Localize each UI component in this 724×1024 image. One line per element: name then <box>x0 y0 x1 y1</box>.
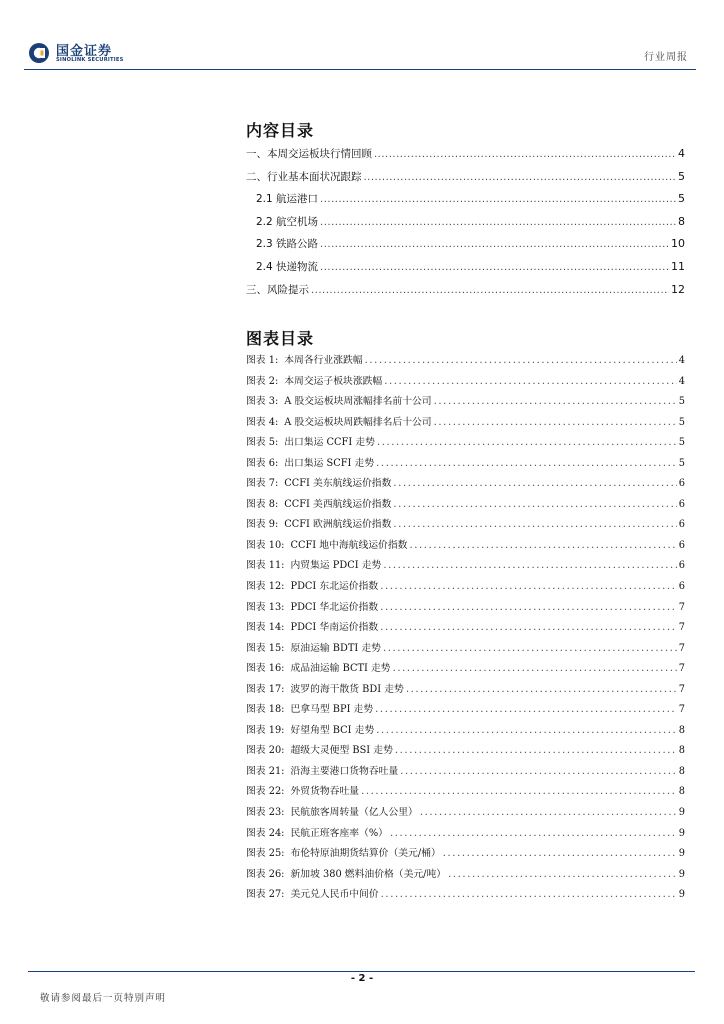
dot-leader <box>420 807 677 818</box>
toc-entry[interactable] <box>246 191 685 214</box>
figure-entry[interactable] <box>246 496 685 517</box>
figure-entry[interactable] <box>246 722 685 743</box>
dot-leader <box>380 581 677 592</box>
dot-leader <box>376 725 677 736</box>
figure-entry-page: 9 <box>678 848 685 860</box>
figure-entry-number: 图表 14: <box>246 622 285 634</box>
figure-entry[interactable] <box>246 557 685 578</box>
dot-leader <box>434 396 677 407</box>
dot-leader <box>393 478 676 489</box>
figure-entry[interactable] <box>246 804 685 825</box>
figure-entry-page: 9 <box>678 889 685 901</box>
figure-entry-label: 外贸货物吞吐量 <box>290 786 360 798</box>
figure-entry-page: 6 <box>678 581 685 593</box>
figure-entry[interactable] <box>246 414 685 435</box>
figure-entry-number: 图表 6: <box>246 457 279 469</box>
figure-entry-label: A 股交运板块周跌幅排名后十公司 <box>284 416 432 428</box>
dot-leader <box>393 663 677 674</box>
figure-entry-number: 图表 19: <box>246 724 285 736</box>
figure-entry-number: 图表 12: <box>246 581 285 593</box>
logo-chinese-name: 国金证券 <box>56 44 113 59</box>
figure-entry-number: 图表 27: <box>246 889 285 901</box>
toc-entry[interactable] <box>246 169 685 192</box>
figure-entry-page: 7 <box>678 601 685 613</box>
figure-entry-page: 4 <box>678 375 685 387</box>
logo-english-name: SINOLINK SECURITIES <box>56 57 124 63</box>
figure-entry[interactable] <box>246 763 685 784</box>
toc-entry-label: 一、本周交运板块行情回顾 <box>246 148 372 160</box>
figure-entry-number: 图表 21: <box>246 765 285 777</box>
dot-leader <box>311 285 669 296</box>
dot-leader <box>320 239 669 250</box>
figure-entry-label: 出口集运 SCFI 走势 <box>284 457 375 469</box>
figure-entry-label: 本周各行业涨跌幅 <box>284 355 363 366</box>
figure-entry[interactable] <box>246 742 685 763</box>
figure-entry-label: CCFI 美西航线运价指数 <box>284 498 392 510</box>
figure-entry-page: 8 <box>678 724 685 736</box>
dot-leader <box>381 889 677 900</box>
figure-entry-number: 图表 7: <box>246 478 279 490</box>
figure-entry-number: 图表 4: <box>246 416 279 428</box>
dot-leader <box>448 869 677 880</box>
figure-entry-label: 沿海主要港口货物吞吐量 <box>290 765 399 777</box>
toc-entry-label: 二、行业基本面状况跟踪 <box>246 170 362 183</box>
figure-entry-number: 图表 9: <box>246 519 279 531</box>
figure-entry[interactable] <box>246 640 685 661</box>
dot-leader <box>383 643 677 654</box>
toc-entry-label: 三、风险提示 <box>246 283 309 296</box>
figure-index-heading: 图表目录 <box>246 329 315 348</box>
figure-entry-number: 图表 18: <box>246 704 285 716</box>
figure-entry-label: PDCI 华北运价指数 <box>290 601 379 613</box>
figure-entry[interactable] <box>246 866 685 887</box>
figure-entry[interactable] <box>246 434 685 455</box>
toc-entry-label: 2.3 铁路公路 <box>256 238 319 251</box>
figure-entry-page: 6 <box>678 539 685 551</box>
figure-entry-number: 图表 1: <box>246 355 279 366</box>
figure-entry-label: 超级大灵便型 BSI 走势 <box>290 745 393 757</box>
figure-entry-label: 民航旅客周转量（亿人公里） <box>290 807 418 819</box>
dot-leader <box>393 519 676 530</box>
figure-entry[interactable] <box>246 455 685 476</box>
dot-leader <box>406 684 677 695</box>
figure-entry-number: 图表 2: <box>246 375 279 387</box>
figure-entry[interactable] <box>246 373 685 394</box>
dot-leader <box>443 848 677 859</box>
figure-entry-page: 7 <box>678 704 685 716</box>
figure-entry-label: 波罗的海干散货 BDI 走势 <box>290 683 404 695</box>
figure-entry-page: 6 <box>678 519 685 531</box>
dot-leader <box>390 828 677 839</box>
figure-entry-page: 7 <box>678 663 685 675</box>
figure-entry-label: CCFI 美东航线运价指数 <box>284 478 392 490</box>
toc-heading: 内容目录 <box>246 121 315 140</box>
toc-entry[interactable] <box>246 146 685 169</box>
company-logo <box>28 40 138 68</box>
disclaimer-note: 敬请参阅最后一页特别声明 <box>40 993 167 1004</box>
figure-entry-page: 9 <box>678 807 685 819</box>
dot-leader <box>365 355 677 366</box>
figure-entry-page: 9 <box>678 868 685 880</box>
dot-leader <box>400 766 677 777</box>
figure-entry-number: 图表 8: <box>246 498 279 510</box>
figure-entry[interactable] <box>246 825 685 846</box>
dot-leader <box>384 376 677 387</box>
figure-entry-number: 图表 26: <box>246 868 285 880</box>
dot-leader <box>395 745 677 756</box>
figure-entry-label: 好望角型 BCI 走势 <box>290 724 375 736</box>
dot-leader <box>320 194 676 205</box>
toc-entry-page: 12 <box>671 282 685 296</box>
figure-entry-page: 5 <box>678 416 685 428</box>
toc-entry-label: 2.1 航运港口 <box>256 193 319 206</box>
dot-leader <box>434 417 677 428</box>
figure-entry-page: 7 <box>678 622 685 634</box>
figure-entry-page: 5 <box>678 396 685 408</box>
figure-entry-page: 4 <box>678 355 685 366</box>
figure-entry-number: 图表 25: <box>246 848 285 860</box>
sinolink-logo-icon <box>28 42 50 64</box>
figure-entry-label: 原油运输 BDTI 走势 <box>290 642 381 654</box>
dot-leader <box>320 217 676 228</box>
figure-entry-page: 9 <box>678 827 685 839</box>
figure-entry-label: 新加坡 380 燃料油价格（美元/吨） <box>290 868 447 880</box>
dot-leader <box>409 540 676 551</box>
figure-entry-number: 图表 23: <box>246 807 285 819</box>
figure-entry[interactable] <box>246 845 685 866</box>
figure-entry[interactable] <box>246 783 685 804</box>
figure-entry[interactable] <box>246 599 685 620</box>
toc-entry-page: 8 <box>678 214 685 228</box>
figure-entry-label: 出口集运 CCFI 走势 <box>284 437 375 449</box>
figure-entry-number: 图表 3: <box>246 396 279 408</box>
figure-entry-number: 图表 16: <box>246 663 285 675</box>
figure-entry-page: 7 <box>678 683 685 695</box>
figure-entry-number: 图表 5: <box>246 437 279 449</box>
figure-entry-page: 5 <box>678 457 685 469</box>
figure-entry-label: PDCI 华南运价指数 <box>290 622 379 634</box>
figure-entry-number: 图表 13: <box>246 601 285 613</box>
dot-leader <box>376 458 677 469</box>
figure-entry[interactable] <box>246 681 685 702</box>
dot-leader <box>393 499 676 510</box>
figure-entry-page: 8 <box>678 786 685 798</box>
figure-entry-page: 6 <box>678 560 685 572</box>
figure-entry[interactable] <box>246 516 685 537</box>
page-number: - 2 - <box>350 973 374 984</box>
figure-entry-label: CCFI 地中海航线运价指数 <box>290 539 408 551</box>
figure-entry-label: 民航正班客座率（%） <box>290 827 388 839</box>
figure-entry-number: 图表 24: <box>246 827 285 839</box>
dot-leader <box>375 704 677 715</box>
toc-entry-label: 2.4 快递物流 <box>256 260 319 273</box>
toc-entry-page: 4 <box>678 147 685 160</box>
figure-entry-page: 6 <box>678 478 685 490</box>
dot-leader <box>374 149 676 160</box>
figure-entry-page: 8 <box>678 765 685 777</box>
figure-entry-page: 7 <box>678 642 685 654</box>
footer-divider <box>28 971 695 972</box>
figure-entry[interactable] <box>246 475 685 496</box>
figure-entry-label: 美元兑人民币中间价 <box>290 889 379 901</box>
dot-leader <box>361 786 677 797</box>
figure-entry-number: 图表 15: <box>246 642 285 654</box>
figure-entry[interactable] <box>246 701 685 722</box>
figure-entry-label: CCFI 欧洲航线运价指数 <box>284 519 392 531</box>
figure-entry[interactable] <box>246 537 685 558</box>
page-header <box>24 38 696 70</box>
dot-leader <box>377 437 677 448</box>
toc-entry[interactable] <box>246 282 685 305</box>
figure-entry-label: 本周交运子板块涨跌幅 <box>284 375 383 387</box>
dot-leader <box>383 560 676 571</box>
figure-entry-number: 图表 22: <box>246 786 285 798</box>
figure-entry[interactable] <box>246 619 685 640</box>
figure-entry-number: 图表 10: <box>246 539 285 551</box>
toc-list <box>246 146 685 304</box>
report-type-label: 行业周报 <box>644 52 688 63</box>
toc-entry-label: 2.2 航空机场 <box>256 215 319 228</box>
figure-entry[interactable] <box>246 886 685 907</box>
dot-leader <box>364 172 677 183</box>
dot-leader <box>380 622 677 633</box>
header-divider <box>24 69 696 70</box>
figure-entry-number: 图表 20: <box>246 745 285 757</box>
figure-entry-number: 图表 17: <box>246 683 285 695</box>
figure-entry[interactable] <box>246 393 685 414</box>
figure-entry[interactable] <box>246 352 685 373</box>
figure-entry-page: 6 <box>678 498 685 510</box>
figure-entry-page: 5 <box>678 437 685 449</box>
figure-entry-label: 布伦特原油期货结算价（美元/桶） <box>290 848 441 860</box>
figure-entry[interactable] <box>246 578 685 599</box>
toc-entry[interactable] <box>246 236 685 259</box>
figure-entry-page: 8 <box>678 745 685 757</box>
figure-entry-number: 图表 11: <box>246 560 285 572</box>
figure-entry-label: 内贸集运 PDCI 走势 <box>290 560 382 572</box>
toc-entry-page: 11 <box>671 259 685 273</box>
figure-index-list <box>246 352 685 907</box>
figure-entry-label: A 股交运板块周涨幅排名前十公司 <box>284 396 432 408</box>
toc-entry-page: 5 <box>678 192 685 206</box>
figure-entry[interactable] <box>246 660 685 681</box>
figure-entry-label: 巴拿马型 BPI 走势 <box>290 704 374 716</box>
dot-leader <box>320 262 669 273</box>
toc-entry-page: 5 <box>678 169 685 183</box>
figure-entry-label: PDCI 东北运价指数 <box>290 581 379 593</box>
toc-entry-page: 10 <box>671 237 685 251</box>
toc-entry[interactable] <box>246 259 685 282</box>
figure-entry-label: 成品油运输 BCTI 走势 <box>290 663 391 675</box>
dot-leader <box>380 602 677 613</box>
toc-entry[interactable] <box>246 214 685 237</box>
